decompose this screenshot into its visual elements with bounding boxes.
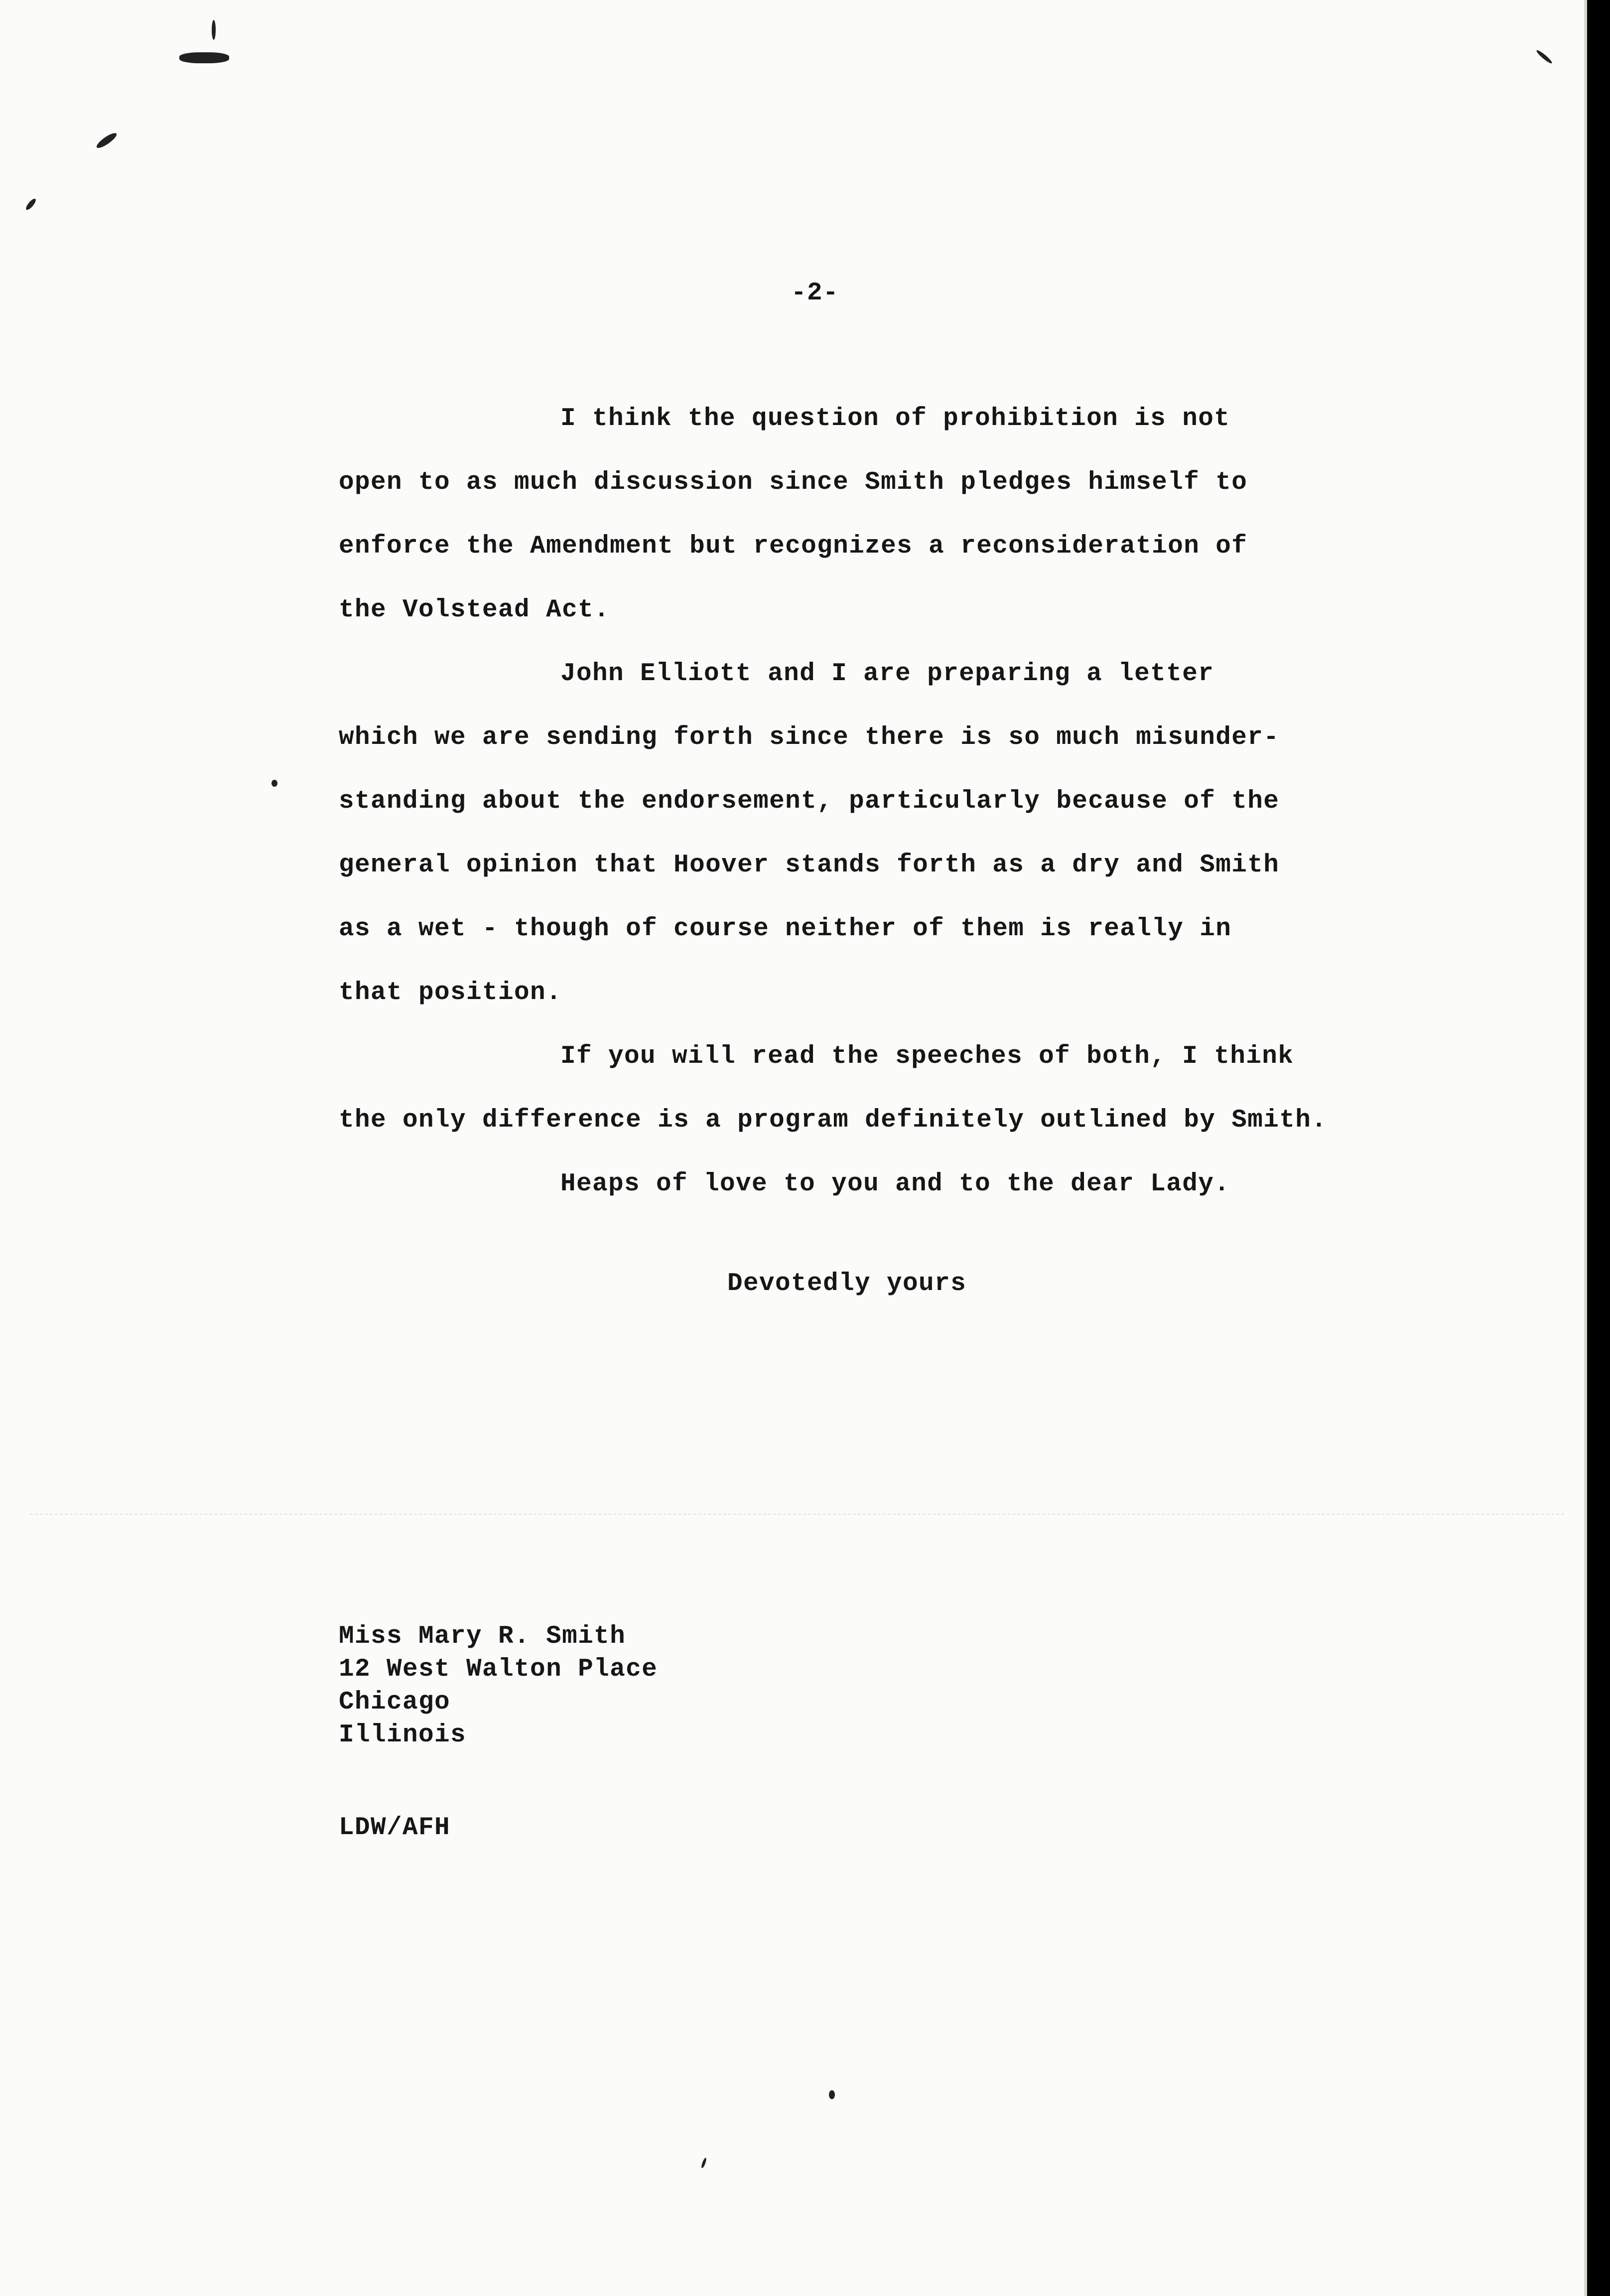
- body-line: Heaps of love to you and to the dear Lady.: [560, 1170, 1230, 1198]
- address-line: Miss Mary R. Smith: [339, 1622, 626, 1651]
- address-line: Chicago: [339, 1688, 451, 1717]
- body-line: I think the question of prohibition is not: [560, 405, 1230, 433]
- address-line: 12 West Walton Place: [339, 1655, 658, 1684]
- body-line: that position.: [339, 979, 562, 1007]
- reference-initials: LDW/AFH: [339, 1814, 451, 1842]
- scan-speck: [179, 52, 229, 63]
- body-line: If you will read the speeches of both, I think: [560, 1042, 1294, 1071]
- scan-speck: [24, 197, 37, 211]
- body-line: which we are sending forth since there is so much misunder-: [339, 723, 1280, 752]
- scan-speck: [700, 2157, 707, 2169]
- scan-speck: [1535, 49, 1553, 65]
- scan-speck: [829, 2090, 835, 2099]
- body-line: open to as much discussion since Smith pledges himself to: [339, 468, 1248, 497]
- body-line: standing about the endorsement, particularly because of the: [339, 787, 1280, 816]
- closing: Devotedly yours: [727, 1270, 967, 1298]
- body-line: the Volstead Act.: [339, 596, 610, 624]
- scan-speck: [212, 20, 216, 40]
- fold-crease: [30, 1514, 1564, 1515]
- body-line: general opinion that Hoover stands forth as a dry and Smith: [339, 851, 1280, 879]
- page-number: -2-: [791, 279, 839, 307]
- body-line: enforce the Amendment but recognizes a reconsideration of: [339, 532, 1248, 561]
- body-line: John Elliott and I are preparing a letter: [560, 660, 1214, 688]
- scan-speck: [271, 780, 277, 787]
- address-line: Illinois: [339, 1721, 467, 1749]
- body-line: as a wet - though of course neither of them is really in: [339, 915, 1232, 943]
- scan-speck: [95, 131, 118, 150]
- body-line: the only difference is a program definitely outlined by Smith.: [339, 1106, 1328, 1135]
